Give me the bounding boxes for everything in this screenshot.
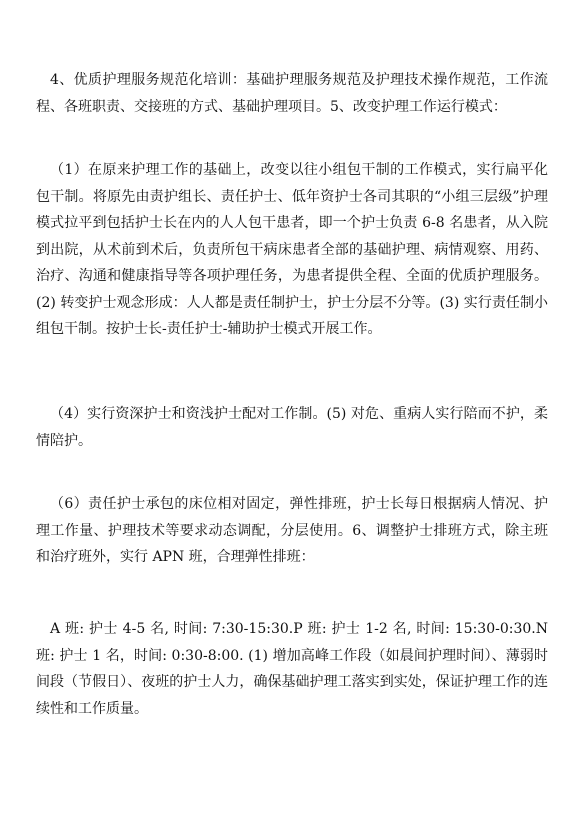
paragraph-flexible-scheduling: （6）责任护士承包的床位相对固定，弹性排班，护士长每日根据病人情况、护理工作量、护理技术等要求动态调配，分层使用。6、调整护士排班方式，除主班和治疗班外，实行 APN 班，合理弹性排班：: [36, 496, 548, 565]
paragraph-apn-shifts: A 班: 护士 4-5 名, 时间: 7:30-15:30.P 班: 护士 1-2 名, 时间: 15:30-0:30.N 班: 护士 1 名，时间: 0:30-8:00. (1) 增加高峰工作段（如晨间护理时间）、薄弱时间段（节假日）、夜班的护士人力，确保基础护理工落实到实处，保证护理工作的连续性和工作质量。: [36, 621, 548, 717]
paragraph-senior-junior-pairing: （4）实行资深护士和资浅护士配对工作制。(5) 对危、重病人实行陪而不护，柔情陪护。: [36, 406, 548, 449]
paragraph-quality-nursing-training: 4、优质护理服务规范化培训：基础护理服务规范及护理技术操作规范，工作流程、各班职责、交接班的方式、基础护理项目。5、改变护理工作运行模式：: [36, 72, 548, 115]
paragraph-flat-contract-system: （1）在原来护理工作的基础上，改变以往小组包干制的工作模式，实行扁平化包干制。将原先由责护组长、责任护士、低年资护士各司其职的“小组三层级”护理模式拉平到包括护士长在内的人人包干患者，即一个护士负责 6-8 名患者，从入院到出院，从术前到术后，负责所包干病床患者全部的基础护理、病情观察、用药、治疗、沟通和健康指导等各项护理任务，为患者提供全程、全面的优质护理服务。(2) 转变护士观念形成：人人都是责任制护士，护士分层不分等。(3) 实行责任制小组包干制。按护士长-责任护士-辅助护士模式开展工作。: [36, 162, 548, 337]
